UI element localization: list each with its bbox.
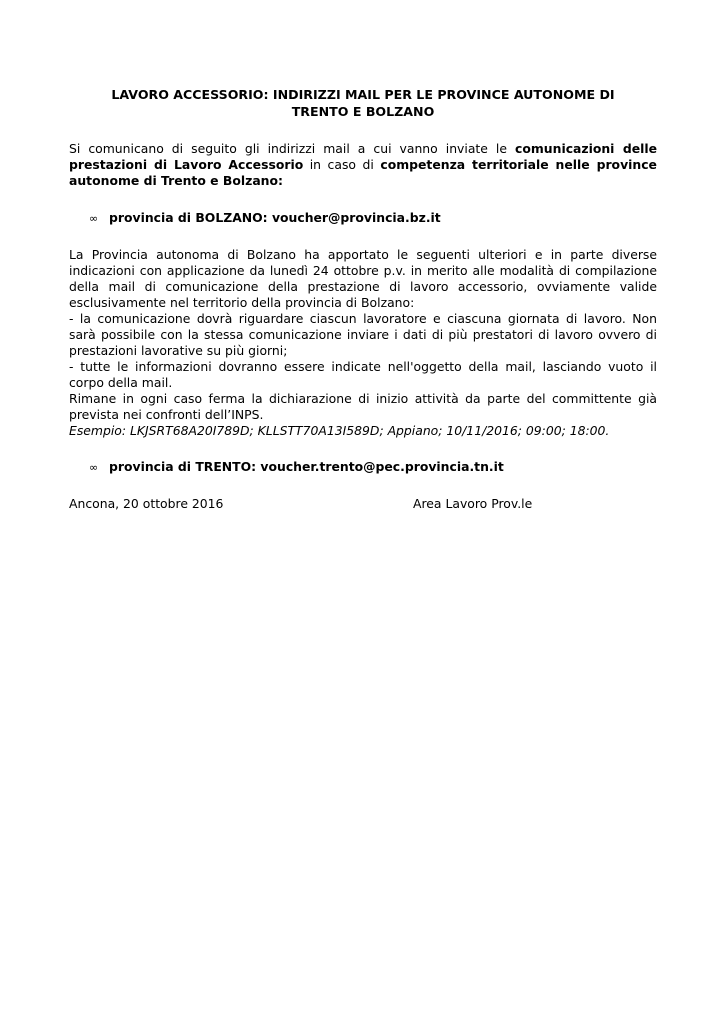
document-footer bbox=[69, 496, 657, 512]
document-body bbox=[69, 86, 657, 512]
bolzano-paragraph-1: La Provincia autonoma di Bolzano ha apportato le seguenti ulteriori e in parte diverse indicazioni con applicazione da lunedì 24 ottobre p.v. in merito alle modalità di compilazione della mail di comunicazione della prestazione di lavoro accessorio, ovviamente valide esclusivamente nel territorio della provincia di Bolzano: bbox=[69, 247, 657, 310]
bolzano-paragraph-4: Rimane in ogni caso ferma la dichiarazione di inizio attività da parte del committente già prevista nei confronti dell’INPS. bbox=[69, 391, 657, 422]
document-title bbox=[69, 86, 657, 120]
signature: Area Lavoro Prov.le bbox=[413, 496, 533, 511]
title-line-1: LAVORO ACCESSORIO: INDIRIZZI MAIL PER LE PROVINCE AUTONOME DI bbox=[111, 87, 615, 102]
infinity-bullet-icon: ∞ bbox=[89, 212, 99, 225]
intro-bold-2: competenza territoriale nelle province autonome di Trento e Bolzano: bbox=[69, 157, 657, 188]
bolzano-bullet bbox=[69, 210, 657, 227]
intro-text-1: Si comunicano di seguito gli indirizzi mail a cui vanno inviate le bbox=[69, 141, 516, 156]
bolzano-paragraph-2: - la comunicazione dovrà riguardare ciascun lavoratore e ciascuna giornata di lavoro. Non sarà possibile con la stessa comunicazione inviare i dati di più prestatori di lavoro ovvero di prestazioni lavorative su più giorni; bbox=[69, 311, 657, 358]
title-line-2: TRENTO E BOLZANO bbox=[291, 104, 435, 119]
intro-bold-1: comunicazioni delle prestazioni di Lavoro Accessorio bbox=[69, 141, 658, 172]
place-date: Ancona, 20 ottobre 2016 bbox=[69, 496, 224, 511]
bolzano-paragraph-3: - tutte le informazioni dovranno essere indicate nell'oggetto della mail, lasciando vuoto il corpo della mail. bbox=[69, 359, 657, 390]
trento-bullet bbox=[69, 459, 657, 476]
bolzano-instructions bbox=[69, 247, 657, 439]
trento-bullet-text: provincia di TRENTO: voucher.trento@pec.provincia.tn.it bbox=[109, 459, 504, 474]
bolzano-bullet-text: provincia di BOLZANO: voucher@provincia.bz.it bbox=[109, 210, 441, 225]
intro-text-2: in caso di bbox=[303, 157, 381, 172]
bolzano-example: Esempio: LKJSRT68A20I789D; KLLSTT70A13I589D; Appiano; 10/11/2016; 09:00; 18:00. bbox=[69, 423, 610, 438]
infinity-bullet-icon: ∞ bbox=[89, 461, 99, 474]
intro-paragraph bbox=[69, 141, 657, 189]
